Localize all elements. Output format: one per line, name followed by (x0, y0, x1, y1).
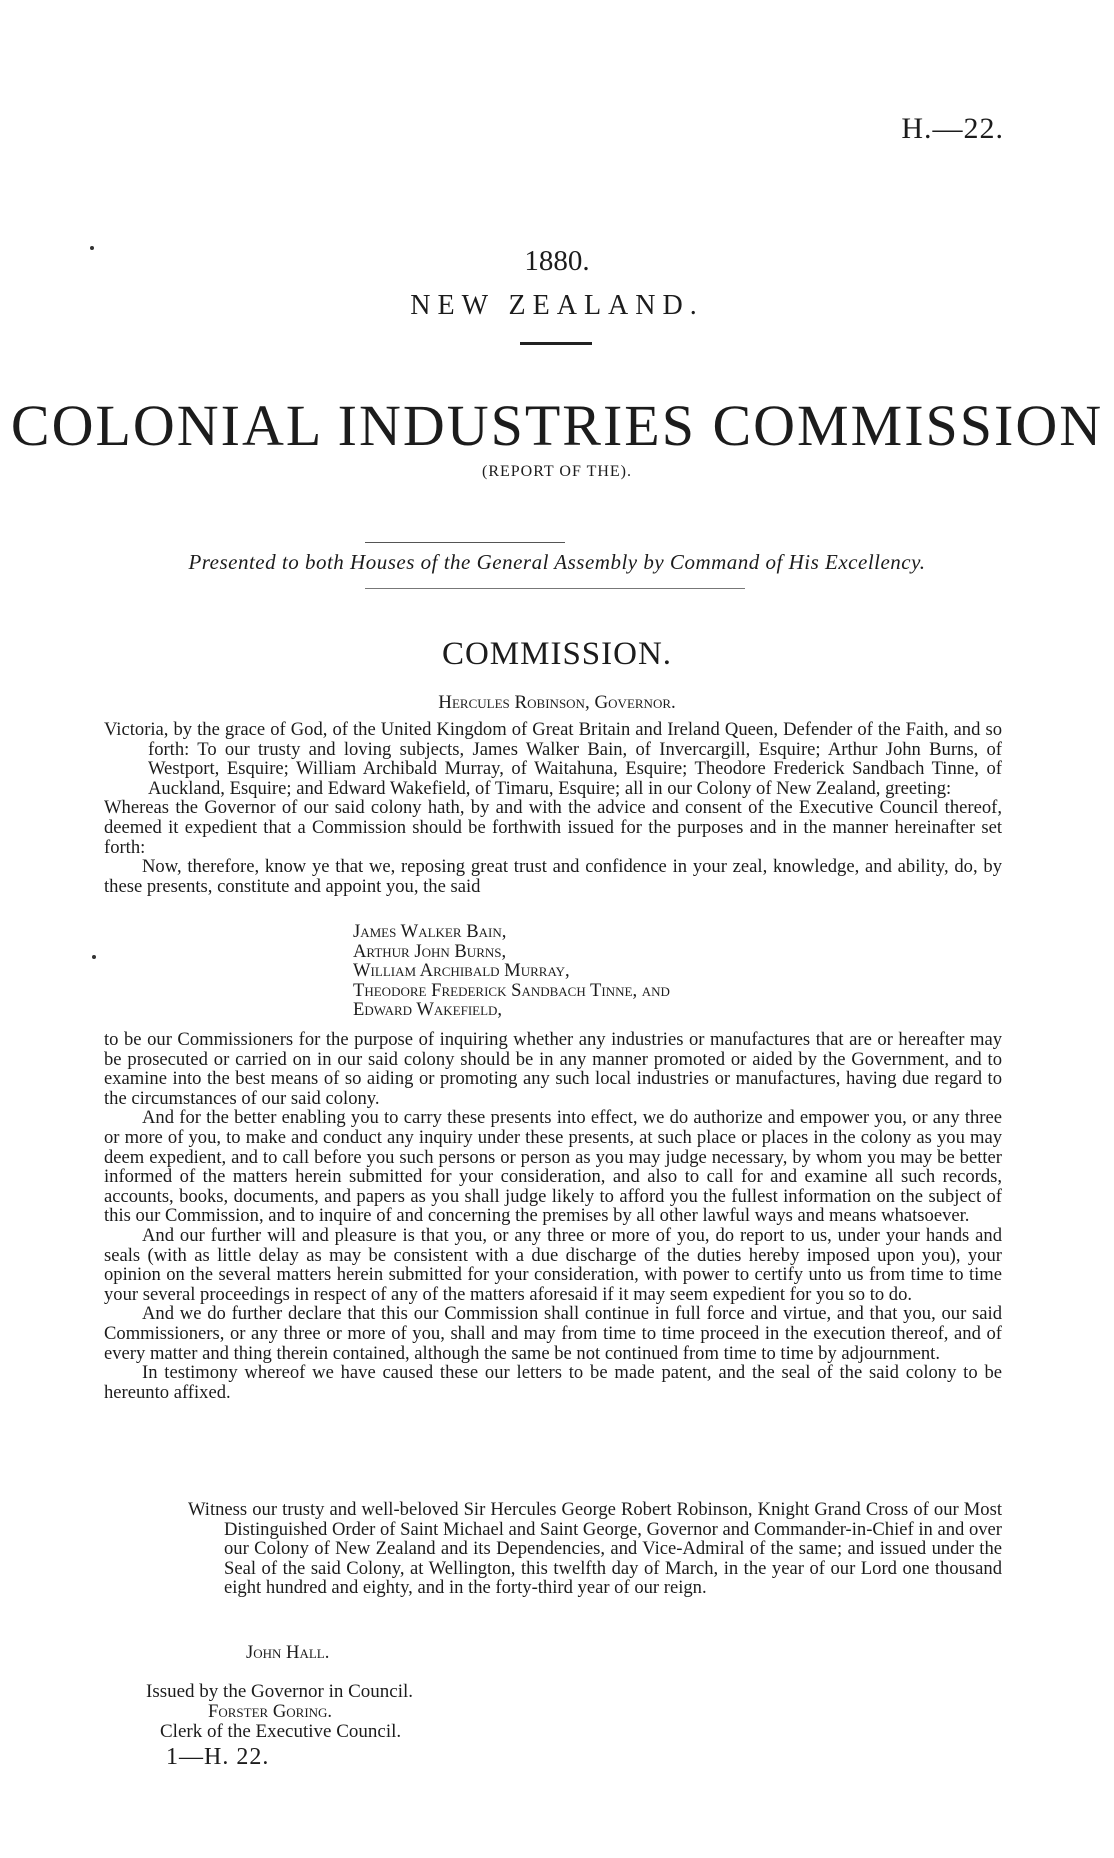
commission-text-upper (104, 720, 1002, 896)
year: 1880. (524, 245, 590, 277)
commissioner-list (353, 922, 670, 1020)
issued-line: Issued by the Governor in Council. (146, 1681, 414, 1702)
title-rule (520, 342, 592, 345)
signature-clerk: Forster Goring. (208, 1701, 333, 1722)
presented-rule-bottom (365, 588, 745, 589)
governor-line: Hercules Robinson, Governor. (438, 692, 676, 713)
commission-text-lower (104, 1030, 1002, 1402)
commissioner-name: Edward Wakefield, (353, 999, 503, 1021)
document-reference: H.—22. (901, 112, 1004, 145)
presented-line: Presented to both Houses of the General Assembly by Command of His Excellency. (188, 550, 926, 574)
report-paragraph: And our further will and pleasure is that you, or any three or more of you, do report to us, under your hands and seals (with as little delay as may be consistent with a due discharge of the duties hereby imposed upon you), your opinion on the several matters herein submitted for your consideration, with power to certify unto us from time to time your several proceedings in respect of any of the matters aforesaid if it may seem expedient for you so to do. (104, 1224, 1002, 1305)
declare-paragraph: And we do further declare that this our Commission shall continue in full force and virtue, and that you, our said Commissioners, or any three or more of you, shall and may from time to time proceed in the execution thereof, and of every matter and thing therein contained, although the same be not continued from time to time by adjournment. (104, 1303, 1002, 1364)
commissioner-name: William Archibald Murray, (353, 960, 570, 982)
country: NEW ZEALAND. (410, 290, 704, 321)
page-title: COLONIAL INDUSTRIES COMMISSION (10, 393, 1104, 458)
commissioner-name: Theodore Frederick Sandbach Tinne, and (353, 979, 670, 1001)
signature-premier: John Hall. (246, 1642, 330, 1663)
now-therefore-paragraph: Now, therefore, know ye that we, reposing great trust and confidence in your zeal, knowledge, and ability, do, by these presents, constitute and appoint you, the said (104, 856, 1002, 897)
purpose-paragraph: to be our Commissioners for the purpose of inquiring whether any industries or manufactures that are or hereafter may be prosecuted or carried on in our said colony should be in any manner promoted or aided by the Government, and to examine into the best means of so aiding or promoting any such local industries or manufactures, having due regard to the circumstances of our said colony. (104, 1029, 1002, 1109)
speck-mark (92, 955, 96, 959)
authorize-paragraph: And for the better enabling you to carry these presents into effect, we do authorize and empower you, or any three or more of you, to make and conduct any inquiry under these presents, at such place or places in the colony as you may deem expedient, and to call before you such persons or person as you may judge necessary, by whom you may be better informed of the matters herein submitted for your consideration, and also to call for and examine all such records, accounts, books, documents, and papers as you shall judge likely to afford you the fullest information on the subject of this our Commission, and to inquire of and concerning the premises by all other lawful ways and means whatsoever. (104, 1107, 1002, 1227)
testimony-paragraph: In testimony whereof we have caused these our letters to be made patent, and the seal of the said colony to be hereunto affixed. (104, 1362, 1002, 1403)
sheet-number: 1—H. 22. (166, 1744, 270, 1770)
commissioner-name: James Walker Bain, (353, 921, 507, 942)
page-subtitle: (REPORT OF THE). (481, 463, 632, 480)
presented-rule-top (365, 542, 565, 543)
section-heading: COMMISSION. (441, 636, 673, 672)
whereas-paragraph: Whereas the Governor of our said colony hath, by and with the advice and consent of the Executive Council thereof, deemed it expedient that a Commission should be forthwith issued for the purposes and in the manner hereinafter set forth: (104, 797, 1002, 858)
witness-paragraph: Witness our trusty and well-beloved Sir Hercules George Robert Robinson, Knight Grand Cross of our Most Distinguished Order of Saint Michael and Saint George, Governor and Commander-in-Chief in and over our Colony of New Zealand and its Dependencies, and Vice-Admiral of the same; and issued under the Seal of the said Colony, at Wellington, this twelfth day of March, in the year of our Lord one thousand eight hundred and eighty, and in the forty-third year of our reign. (188, 1499, 1002, 1599)
preamble-paragraph: Victoria, by the grace of God, of the United Kingdom of Great Britain and Ireland Queen, Defender of the Faith, and so forth: To our trusty and loving subjects, James Walker Bain, of Invercargill, Esquire; Arthur John Burns, of Westport, Esquire; William Archibald Murray, of Waitahuna, Esquire; Theodore Frederick Sandbach Tinne, of Auckland, Esquire; and Edward Wakefield, of Timaru, Esquire; all in our Colony of New Zealand, greeting: (104, 719, 1002, 799)
clerk-title: Clerk of the Executive Council. (160, 1721, 402, 1742)
commissioner-name: Arthur John Burns, (353, 940, 507, 962)
